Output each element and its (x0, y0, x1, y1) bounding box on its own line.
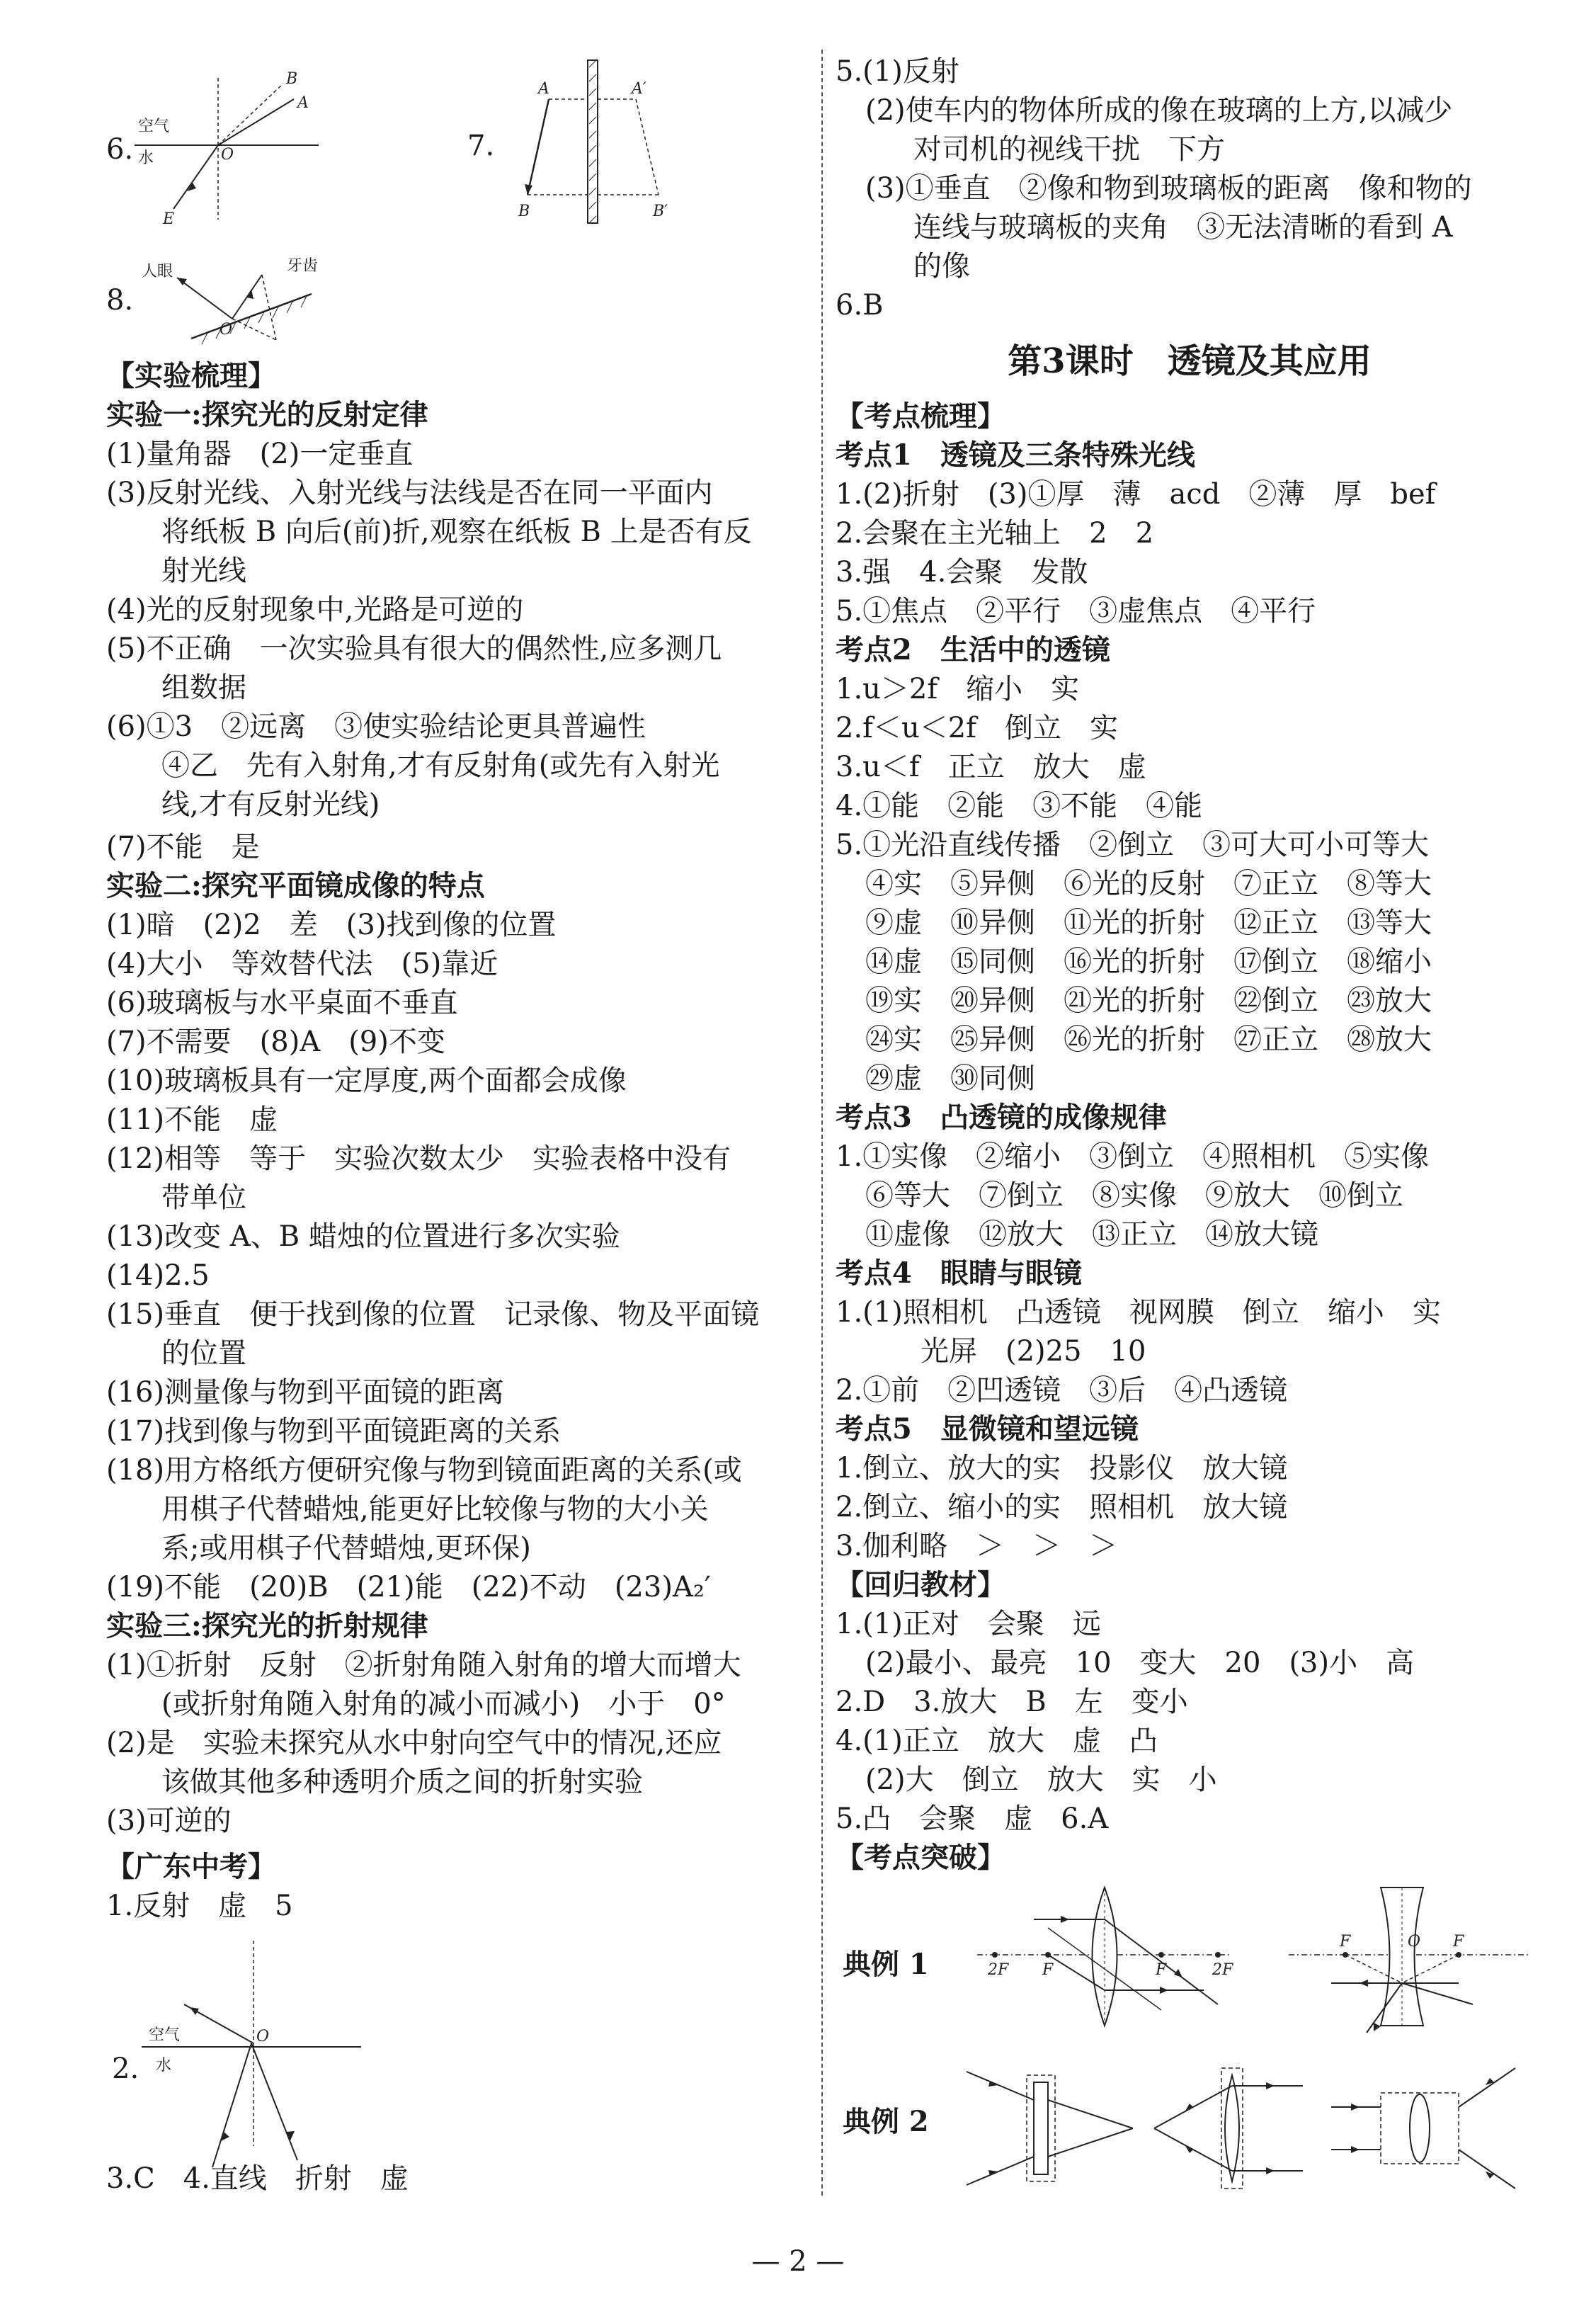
answer-line: 1.反射 虚 5 (106, 1890, 293, 1922)
answer-line: 的像 (913, 250, 970, 283)
answer-line: 1.①实像 ②缩小 ③倒立 ④照相机 ⑤实像 (836, 1140, 1430, 1173)
answer-line: (15)垂直 便于找到像的位置 记录像、物及平面镜 (106, 1298, 760, 1331)
answer-line: 3.C 4.直线 折射 虚 (106, 2162, 409, 2195)
answer-line: ⑭虚 ⑮同侧 ⑯光的折射 ⑰倒立 ⑱缩小 (865, 946, 1432, 978)
figure-8-label: 8. (106, 284, 134, 317)
example-1-diagram (836, 1884, 1544, 2047)
answer-line: 对司机的视线干扰 下方 (913, 133, 1225, 166)
answer-line: 5.凸 会聚 虚 6.A (836, 1803, 1109, 1835)
answer-line: 带单位 (161, 1181, 246, 1214)
answer-line: ⑲实 ⑳异侧 ㉑光的折射 ㉒倒立 ㉓放大 (865, 984, 1432, 1017)
figure-gd-2-label: 2. (112, 2053, 139, 2085)
example-2-diagram (836, 2054, 1544, 2203)
answer-line: 射光线 (161, 555, 246, 587)
answer-line: ④乙 先有入射角,才有反射角(或先有入射光 (161, 749, 720, 782)
section-title: 第3课时 透镜及其应用 (1008, 341, 1372, 381)
answer-line: ⑪虚像 ⑫放大 ⑬正立 ⑭放大镜 (865, 1218, 1318, 1251)
fig7-B: B (518, 203, 530, 220)
answer-line: 的位置 (161, 1337, 246, 1370)
ex1-2F-right: 2F (1212, 1961, 1233, 1979)
heading-experiment-3: 实验三:探究光的折射规律 (106, 1609, 428, 1642)
answer-line: (2)是 实验未探究从水中射向空气中的情况,还应 (106, 1727, 722, 1759)
fig7-A: A (538, 80, 549, 98)
answer-line: 6.B (836, 289, 884, 322)
answer-line: ⑥等大 ⑦倒立 ⑧实像 ⑨放大 ⑩倒立 (865, 1179, 1403, 1212)
answer-line: (11)不能 虚 (106, 1103, 278, 1136)
fig6-A: A (297, 94, 309, 112)
example-1 (836, 1884, 1544, 2047)
answer-line: 1.(1)正对 会聚 远 (836, 1608, 1101, 1640)
answer-line: (12)相等 等于 实验次数太少 实验表格中没有 (106, 1142, 731, 1175)
fig7-B2: B′ (653, 203, 668, 220)
answer-line: 5.①光沿直线传播 ②倒立 ③可大可小可等大 (836, 829, 1430, 861)
answer-line: 2.f＜u＜2f 倒立 实 (836, 712, 1118, 744)
heading-point-3: 考点3 凸透镜的成像规律 (836, 1101, 1167, 1134)
answer-line: (7)不需要 (8)A (9)不变 (106, 1026, 445, 1058)
fig8-eye: 人眼 (142, 263, 173, 280)
answer-line: 5.①焦点 ②平行 ③虚焦点 ④平行 (836, 595, 1316, 628)
answer-line: 1.(2)折射 (3)①厚 薄 acd ②薄 厚 bef (836, 478, 1436, 511)
answer-line: (4)光的反射现象中,光路是可逆的 (106, 594, 524, 626)
answer-line: (1)暗 (2)2 差 (3)找到像的位置 (106, 909, 557, 941)
ex1-concave-O: O (1408, 1933, 1421, 1951)
fig2-O: O (256, 2028, 270, 2045)
fig6-O: O (221, 146, 234, 164)
answer-line: (2)使车内的物体所成的像在玻璃的上方,以减少 (865, 94, 1453, 127)
figure-8 (106, 248, 340, 354)
figure-gd-2-diagram (106, 1934, 404, 2174)
fig6-water: 水 (138, 149, 154, 167)
figure-6-diagram (106, 64, 340, 227)
answer-line: 2.倒立、缩小的实 照相机 放大镜 (836, 1491, 1288, 1523)
answer-line: (4)大小 等效替代法 (5)靠近 (106, 948, 498, 980)
ex1-F-left: F (1042, 1961, 1054, 1979)
example-1-label: 典例 1 (843, 1948, 929, 1981)
answer-line: (16)测量像与物到平面镜的距离 (106, 1376, 505, 1409)
answer-line: (2)大 倒立 放大 实 小 (865, 1764, 1217, 1796)
example-2-label: 典例 2 (843, 2105, 929, 2138)
heading-guangdong-exam: 【广东中考】 (106, 1850, 276, 1883)
fig2-water: 水 (156, 2057, 172, 2074)
heading-key-points: 【考点梳理】 (836, 399, 1005, 433)
answer-line: (19)不能 (20)B (21)能 (22)不动 (23)A₂′ (106, 1571, 711, 1603)
ex1-F-right: F (1156, 1961, 1167, 1979)
answer-line: (3)可逆的 (106, 1805, 232, 1837)
heading-point-2: 考点2 生活中的透镜 (836, 633, 1110, 666)
answer-line: (1)①折射 反射 ②折射角随入射角的增大而增大 (106, 1649, 741, 1681)
answer-line: (6)玻璃板与水平桌面不垂直 (106, 987, 458, 1019)
answer-line: (10)玻璃板具有一定厚度,两个面都会成像 (106, 1065, 627, 1097)
answer-line: (13)改变 A、B 蜡烛的位置进行多次实验 (106, 1220, 620, 1253)
column-divider (821, 50, 823, 2196)
answer-line: 2.D 3.放大 B 左 变小 (836, 1686, 1188, 1718)
figure-7 (467, 57, 701, 227)
answer-line: 2.会聚在主光轴上 2 2 (836, 517, 1154, 550)
figure-7-diagram (467, 57, 701, 227)
answer-line: (14)2.5 (106, 1259, 210, 1292)
answer-line: 3.强 4.会聚 发散 (836, 556, 1088, 589)
fig6-B: B (286, 70, 298, 88)
answer-line: 5.(1)反射 (836, 55, 959, 88)
answer-line: (1)量角器 (2)一定垂直 (106, 438, 414, 470)
answer-line: 连线与玻璃板的夹角 ③无法清晰的看到 A (913, 211, 1453, 244)
answer-line: ㉙虚 ㉚同侧 (865, 1062, 1035, 1095)
heading-experiment-2: 实验二:探究平面镜成像的特点 (106, 869, 485, 902)
figure-7-label: 7. (467, 130, 495, 162)
answer-line: (5)不正确 一次实验具有很大的偶然性,应多测几 (106, 632, 722, 665)
answer-line: 3.u＜f 正立 放大 虚 (836, 751, 1146, 783)
answer-line: ㉔实 ㉕异侧 ㉖光的折射 ㉗正立 ㉘放大 (865, 1023, 1432, 1056)
answer-line: 光屏 (2)25 10 (920, 1335, 1146, 1368)
answer-line: (2)最小、最亮 10 变大 20 (3)小 高 (865, 1647, 1415, 1679)
fig7-A2: A′ (632, 80, 646, 98)
answer-line: 3.伽利略 ＞ ＞ ＞ (836, 1530, 1118, 1562)
answer-line: 4.①能 ②能 ③不能 ④能 (836, 790, 1203, 822)
answer-line: ④实 ⑤异侧 ⑥光的反射 ⑦正立 ⑧等大 (865, 868, 1432, 900)
fig8-tooth: 牙齿 (287, 257, 319, 275)
fig2-air: 空气 (149, 2026, 181, 2044)
figure-8-diagram (106, 248, 340, 354)
heading-point-4: 考点4 眼睛与眼镜 (836, 1256, 1082, 1290)
answer-line: 组数据 (161, 671, 246, 704)
fig8-O: O (220, 321, 233, 339)
answer-line: (7)不能 是 (106, 831, 260, 863)
heading-point-5: 考点5 显微镜和望远镜 (836, 1412, 1139, 1446)
figure-6-label: 6. (106, 133, 134, 166)
figure-6 (106, 64, 340, 227)
answer-line: 2.①前 ②凹透镜 ③后 ④凸透镜 (836, 1374, 1288, 1407)
fig6-E: E (163, 210, 175, 227)
ex1-concave-F-left: F (1340, 1933, 1351, 1951)
page-number: — 2 — (751, 2245, 845, 2278)
answer-line: 1.倒立、放大的实 投影仪 放大镜 (836, 1452, 1288, 1485)
answer-line: 4.(1)正立 放大 虚 凸 (836, 1725, 1158, 1757)
heading-point-1: 考点1 透镜及三条特殊光线 (836, 438, 1195, 472)
heading-experiment-review: 【实验梳理】 (106, 359, 276, 392)
answer-line: (6)①3 ②远离 ③使实验结论更具普遍性 (106, 710, 646, 743)
heading-review-textbook: 【回归教材】 (836, 1568, 1005, 1601)
figure-gd-2 (106, 1934, 404, 2174)
answer-line: 该做其他多种透明介质之间的折射实验 (161, 1766, 643, 1798)
answer-line: (17)找到像与物到平面镜距离的关系 (106, 1415, 562, 1448)
ex1-concave-F-right: F (1453, 1933, 1464, 1951)
answer-line: 线,才有反射光线) (161, 788, 380, 821)
answer-line: (3)反射光线、入射光线与法线是否在同一平面内 (106, 477, 713, 509)
answer-line: 将纸板 B 向后(前)折,观察在纸板 B 上是否有反 (161, 516, 752, 548)
fig6-air: 空气 (138, 118, 170, 135)
heading-breakthrough: 【考点突破】 (836, 1841, 1005, 1874)
answer-line: 用棋子代替蜡烛,能更好比较像与物的大小关 (161, 1493, 709, 1526)
answer-line: (或折射角随入射角的减小而减小) 小于 0° (161, 1688, 726, 1720)
answer-line: (18)用方格纸方便研究像与物到镜面距离的关系(或 (106, 1454, 742, 1487)
answer-line: 系;或用棋子代替蜡烛,更环保) (161, 1532, 531, 1565)
ex1-2F-left: 2F (988, 1961, 1009, 1979)
example-2 (836, 2054, 1544, 2203)
answer-line: 1.u＞2f 缩小 实 (836, 673, 1080, 705)
answer-line: ⑨虚 ⑩异侧 ⑪光的折射 ⑫正立 ⑬等大 (865, 907, 1432, 939)
answer-line: (3)①垂直 ②像和物到玻璃板的距离 像和物的 (865, 172, 1472, 205)
answer-line: 1.(1)照相机 凸透镜 视网膜 倒立 缩小 实 (836, 1296, 1441, 1329)
heading-experiment-1: 实验一:探究光的反射定律 (106, 398, 428, 431)
